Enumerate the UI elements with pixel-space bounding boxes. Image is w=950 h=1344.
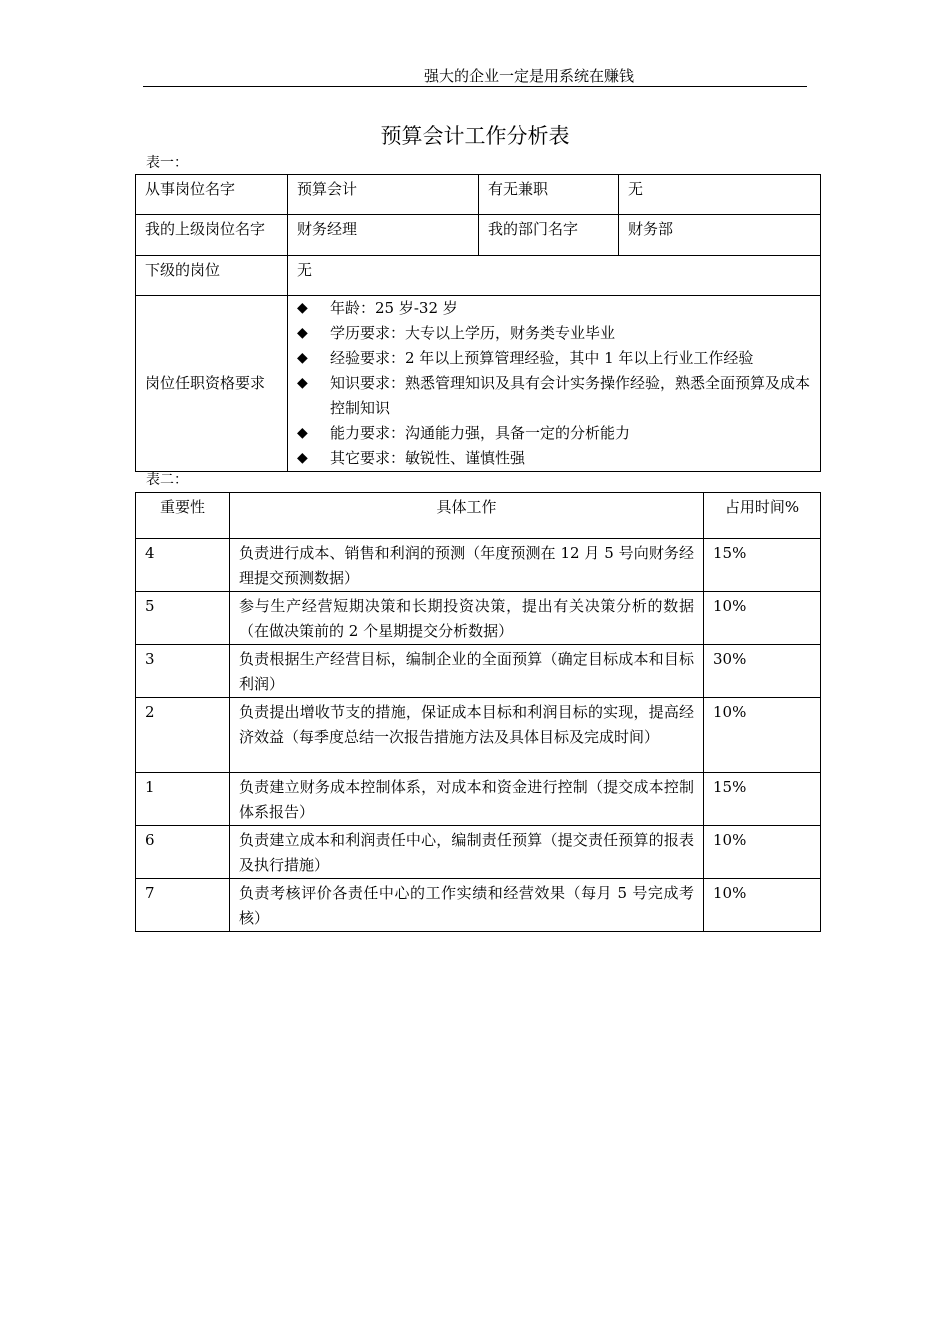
requirement-text: 知识要求：熟悉管理知识及具有会计实务操作经验，熟悉全面预算及成本控制知识	[330, 374, 811, 417]
header-divider	[143, 86, 807, 87]
importance-cell: 3	[136, 645, 230, 698]
list-item	[297, 446, 811, 471]
importance-cell: 2	[136, 698, 230, 773]
task-cell: 负责建立财务成本控制体系，对成本和资金进行控制（提交成本控制体系报告）	[230, 773, 704, 826]
requirements-cell	[288, 296, 821, 472]
table-row	[136, 826, 821, 879]
table-row	[136, 215, 821, 256]
page-title: 预算会计工作分析表	[380, 124, 570, 148]
time-header: 占用时间%	[704, 493, 821, 539]
importance-cell: 1	[136, 773, 230, 826]
importance-cell: 5	[136, 592, 230, 645]
position-name-label: 从事岗位名字	[136, 175, 288, 215]
table-row	[136, 256, 821, 296]
table-row	[136, 879, 821, 932]
task-cell: 负责建立成本和利润责任中心，编制责任预算（提交责任预算的报表及执行措施）	[230, 826, 704, 879]
time-cell: 10%	[704, 826, 821, 879]
table-row	[136, 175, 821, 215]
subordinate-value: 无	[288, 256, 821, 296]
diamond-bullet-icon: ◆	[297, 350, 308, 366]
importance-cell: 6	[136, 826, 230, 879]
work-content-table	[135, 492, 821, 932]
task-cell: 负责提出增收节支的措施，保证成本目标和利润目标的实现，提高经济效益（每季度总结一次报告措施方法及具体目标及完成时间）	[230, 698, 704, 773]
table-row	[136, 645, 821, 698]
task-header: 具体工作	[230, 493, 704, 539]
requirement-text: 能力要求：沟通能力强，具备一定的分析能力	[330, 424, 631, 442]
task-cell: 参与生产经营短期决策和长期投资决策，提出有关决策分析的数据（在做决策前的 2 个星期提交分析数据）	[230, 592, 704, 645]
diamond-bullet-icon: ◆	[297, 450, 308, 466]
time-cell: 10%	[704, 592, 821, 645]
diamond-bullet-icon: ◆	[297, 300, 308, 316]
diamond-bullet-icon: ◆	[297, 425, 308, 441]
table-row	[136, 592, 821, 645]
table1-label: 表一：	[146, 155, 188, 171]
task-cell: 负责考核评价各责任中心的工作实绩和经营效果（每月 5 号完成考核）	[230, 879, 704, 932]
time-cell: 15%	[704, 539, 821, 592]
position-name-value: 预算会计	[288, 175, 479, 215]
superior-label: 我的上级岗位名字	[136, 215, 288, 256]
table-row	[136, 698, 821, 773]
table-row	[136, 539, 821, 592]
part-time-label: 有无兼职	[479, 175, 619, 215]
list-item	[297, 321, 811, 346]
part-time-value: 无	[619, 175, 821, 215]
diamond-bullet-icon: ◆	[297, 375, 308, 391]
list-item	[297, 296, 811, 321]
table2-label: 表二：	[146, 472, 188, 488]
list-item	[297, 371, 811, 421]
header-slogan: 强大的企业一定是用系统在赚钱	[424, 67, 635, 85]
time-cell: 15%	[704, 773, 821, 826]
requirement-text: 年龄：25 岁-32 岁	[330, 299, 458, 317]
department-value: 财务部	[619, 215, 821, 256]
diamond-bullet-icon: ◆	[297, 325, 308, 341]
requirements-list	[297, 296, 811, 471]
time-cell: 10%	[704, 879, 821, 932]
list-item	[297, 346, 811, 371]
subordinate-label: 下级的岗位	[136, 256, 288, 296]
table-header-row	[136, 493, 821, 539]
importance-cell: 4	[136, 539, 230, 592]
requirement-text: 学历要求：大专以上学历，财务类专业毕业	[330, 324, 616, 342]
task-cell: 负责进行成本、销售和利润的预测（年度预测在 12 月 5 号向财务经理提交预测数据）	[230, 539, 704, 592]
importance-header: 重要性	[136, 493, 230, 539]
requirement-text: 其它要求：敏锐性、谨慎性强	[330, 449, 526, 467]
table-row	[136, 773, 821, 826]
time-cell: 10%	[704, 698, 821, 773]
position-info-table	[135, 174, 821, 472]
task-cell: 负责根据生产经营目标，编制企业的全面预算（确定目标成本和目标利润）	[230, 645, 704, 698]
importance-cell: 7	[136, 879, 230, 932]
department-label: 我的部门名字	[479, 215, 619, 256]
time-cell: 30%	[704, 645, 821, 698]
requirement-text: 经验要求：2 年以上预算管理经验，其中 1 年以上行业工作经验	[330, 349, 754, 367]
requirements-label: 岗位任职资格要求	[136, 296, 288, 472]
superior-value: 财务经理	[288, 215, 479, 256]
table-row	[136, 296, 821, 472]
list-item	[297, 421, 811, 446]
